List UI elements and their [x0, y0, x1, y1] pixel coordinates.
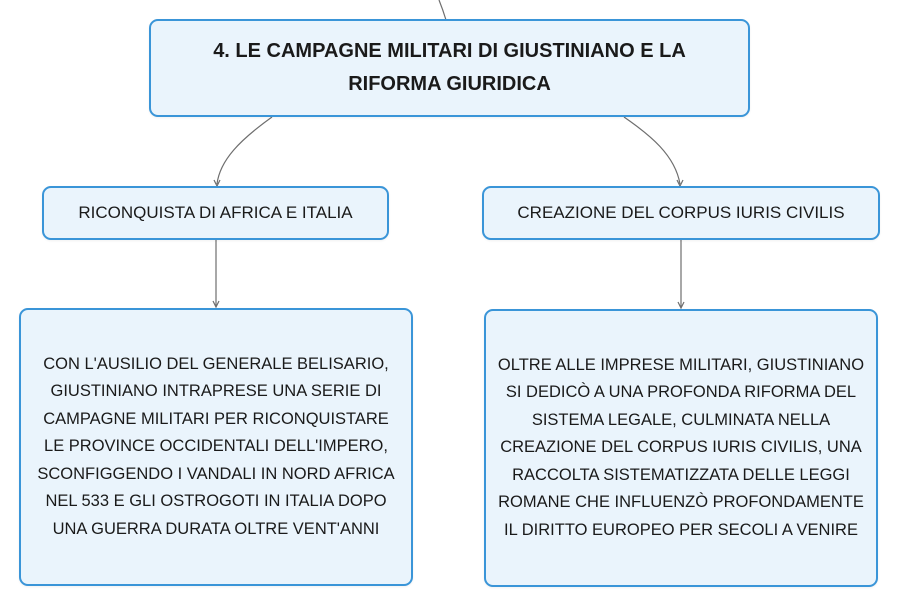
connector-title-to-right-branch [624, 117, 680, 184]
central-topic-text: 4. LE CAMPAGNE MILITARI DI GIUSTINIANO E LA RIFORMA GIURIDICA [213, 40, 686, 95]
detail-text: CON L'AUSILIO DEL GENERALE BELISARIO, GIUSTINIANO INTRAPRESE UNA SERIE DI CAMPAGNE MILITARI PER RICONQUISTARE LE PROVINCE OCCIDENTALI DELL'IMPERO, SCONFIGGENDO I VANDALI IN NORD AFRICA NEL 533 E GLI OSTROGOTI IN ITALIA DOPO UNA GUERRA DURATA OLTRE VENT'ANNI [37, 354, 395, 538]
branch-node-corpus-iuris[interactable] [482, 186, 880, 240]
connector-arrowhead-left-detail [213, 301, 219, 307]
connector-from-parent [439, 0, 446, 20]
detail-node-riconquista[interactable] [19, 308, 413, 586]
connector-arrowhead-right-detail [678, 302, 684, 308]
branch-node-riconquista[interactable] [42, 186, 389, 240]
branch-label: RICONQUISTA DI AFRICA E ITALIA [78, 203, 353, 222]
central-topic-node[interactable] [149, 19, 750, 117]
connector-title-to-left-branch [217, 117, 272, 184]
detail-node-corpus-iuris[interactable] [484, 309, 878, 587]
branch-label: CREAZIONE DEL CORPUS IURIS CIVILIS [517, 203, 845, 222]
detail-text: OLTRE ALLE IMPRESE MILITARI, GIUSTINIANO SI DEDICÒ A UNA PROFONDA RIFORMA DEL SISTEMA LEGALE, CULMINATA NELLA CREAZIONE DEL CORPUS IURIS CIVILIS, UNA RACCOLTA SISTEMATIZZATA DELLE LEGGI ROMANE CHE INFLUENZÒ PROFONDAMENTE IL DIRITTO EUROPEO PER SECOLI A VENIRE [497, 355, 865, 539]
